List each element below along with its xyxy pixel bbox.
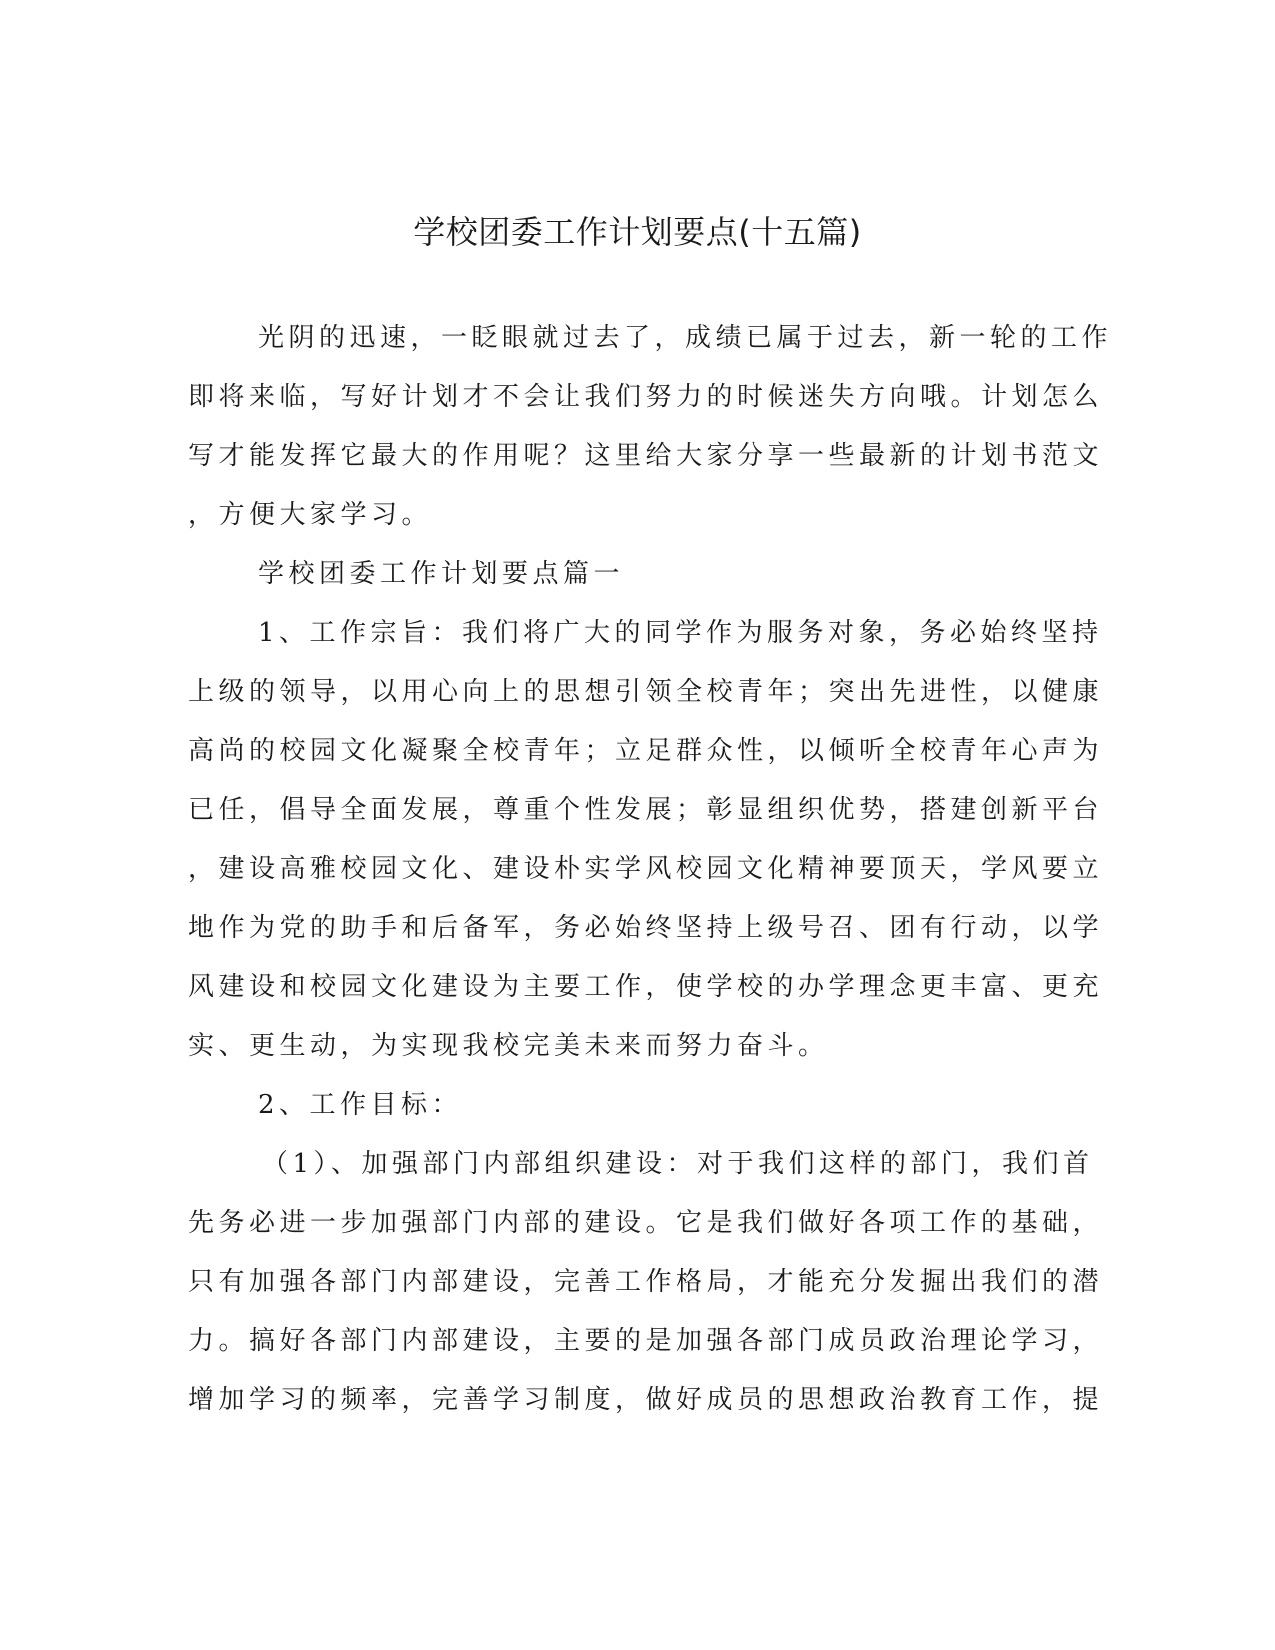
paragraph-line: 风建设和校园文化建设为主要工作，使学校的办学理念更丰富、更充 bbox=[188, 972, 1104, 1002]
paragraph-line: 只有加强各部门内部建设，完善工作格局，才能充分发掘出我们的潜 bbox=[188, 1267, 1104, 1297]
paragraph-line: 上级的领导，以用心向上的思想引领全校青年；突出先进性，以健康 bbox=[188, 677, 1104, 707]
paragraph-line: 高尚的校园文化凝聚全校青年；立足群众性，以倾听全校青年心声为 bbox=[188, 736, 1104, 766]
paragraph-line: 光阴的迅速，一眨眼就过去了，成绩已属于过去，新一轮的工作 bbox=[258, 323, 1113, 353]
paragraph-line: （1）、加强部门内部组织建设：对于我们这样的部门，我们首 bbox=[262, 1149, 1094, 1179]
paragraph-line: ，建设高雅校园文化、建设朴实学风校园文化精神要顶天，学风要立 bbox=[188, 854, 1104, 884]
paragraph-line: 增加学习的频率，完善学习制度，做好成员的思想政治教育工作，提 bbox=[188, 1385, 1104, 1415]
paragraph-line: 力。搞好各部门内部建设，主要的是加强各部门成员政治理论学习， bbox=[188, 1326, 1104, 1356]
paragraph-line: 1、工作宗旨：我们将广大的同学作为服务对象，务必始终坚持 bbox=[258, 618, 1103, 648]
paragraph-line: ，方便大家学习。 bbox=[188, 500, 433, 530]
section-heading: 学校团委工作计划要点篇一 bbox=[258, 559, 625, 589]
document-title: 学校团委工作计划要点(十五篇) bbox=[413, 213, 862, 251]
paragraph-line: 即将来临，写好计划才不会让我们努力的时候迷失方向哦。计划怎么 bbox=[188, 382, 1104, 412]
paragraph-line: 已任，倡导全面发展，尊重个性发展；彰显组织优势，搭建创新平台 bbox=[188, 795, 1104, 825]
paragraph-line: 地作为党的助手和后备军，务必始终坚持上级号召、团有行动，以学 bbox=[188, 913, 1104, 943]
paragraph-line: 写才能发挥它最大的作用呢？这里给大家分享一些最新的计划书范文 bbox=[188, 441, 1104, 471]
paragraph-line: 先务必进一步加强部门内部的建设。它是我们做好各项工作的基础， bbox=[188, 1208, 1104, 1238]
paragraph-line: 2、工作目标： bbox=[258, 1090, 463, 1120]
paragraph-line: 实、更生动，为实现我校完美未来而努力奋斗。 bbox=[188, 1031, 829, 1061]
